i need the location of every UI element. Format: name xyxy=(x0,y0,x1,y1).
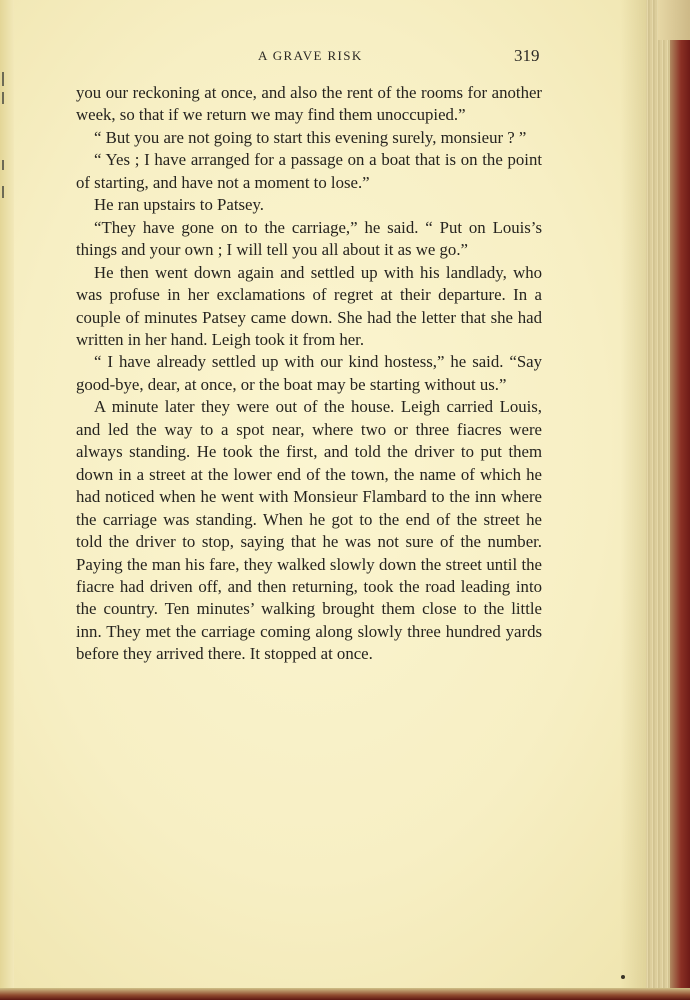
gutter-mark xyxy=(2,160,4,170)
ink-dot xyxy=(621,975,625,979)
gutter-mark xyxy=(2,72,4,86)
page-gutter xyxy=(0,0,14,1000)
paragraph: you our reckoning at once, and also the rent of the rooms for another week, so that if we return we may find them unoccupied.” xyxy=(76,83,542,125)
paragraph: “They have gone on to the carriage,” he said. “ Put on Louis’s things and your own ; I will tell you all about it as we go.” xyxy=(76,217,542,260)
paragraph: He ran upstairs to Patsey. xyxy=(94,195,264,215)
paragraph: “ But you are not going to start this evening surely, monsieur ? ” xyxy=(94,127,527,147)
book-cover-bottom xyxy=(0,988,690,1000)
paragraph: A minute later they were out of the house. Leigh carried Louis, and led the way to a spot near, where two or three fiacres were always standing. He took the first, and told the driver to put them down in a street at the lower end of the town, the name of which he had noticed when he went with Monsieur Flambard to the inn where the carriage was standing. When he got to the end of the street he told the driver to stop, saying that he was not sure of the number. Paying the man his fare, they walked slowly down the street until the fiacre had driven off, and then returning, took the road leading into the country. Ten minutes’ walking brought them close to the little inn. They met the carriage coming along slowly three hundred yards before they arrived there. It stopped at once. xyxy=(76,397,542,664)
page-edges-top xyxy=(658,0,690,40)
book-cover-edge xyxy=(670,40,690,1000)
page-number: 319 xyxy=(514,46,540,65)
gutter-mark xyxy=(2,92,4,104)
body-text xyxy=(76,82,542,666)
gutter-mark xyxy=(2,186,4,198)
paragraph: “ Yes ; I have arranged for a passage on a boat that is on the point of starting, and have not a moment to lose.” xyxy=(76,150,542,192)
paragraph: “ I have already settled up with our kind hostess,” he said. “Say good-bye, dear, at once, or the boat may be starting without us.” xyxy=(76,352,542,394)
running-head: A GRAVE RISK xyxy=(258,48,363,63)
paragraph: He then went down again and settled up with his landlady, who was profuse in her exclamations of regret at their departure. In a couple of minutes Patsey came down. She had the letter that she had written in her hand. Leigh took it from her. xyxy=(76,262,542,349)
